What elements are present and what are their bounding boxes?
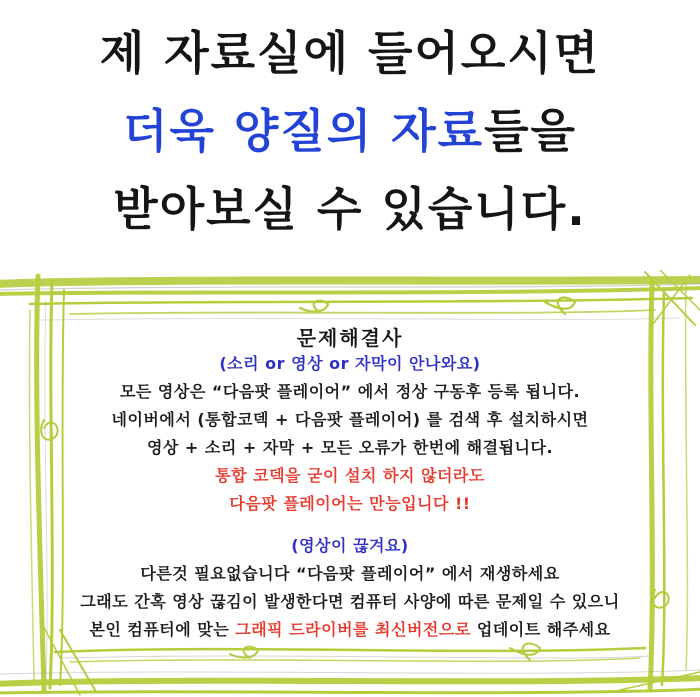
headline-line3: 받아보실 수 있습니다.	[113, 182, 587, 236]
headline-line2-blue-text: 더욱 양질의 자료	[123, 104, 485, 158]
section1-line: 영상 + 소리 + 자막 + 모든 오류가 한번에 해결됩니다.	[146, 438, 554, 457]
section2-last-line	[70, 616, 630, 644]
last-line-suffix: 업데이트 해주세요	[470, 620, 611, 639]
headline-line2	[0, 92, 700, 170]
section1-warning-line: 다음팟 플레이어는 만능입니다 !!	[229, 494, 471, 513]
section1-heading: (소리 or 영상 or 자막이 안나와요)	[219, 354, 481, 373]
troubleshooter-content	[70, 326, 630, 644]
promo-headline	[0, 0, 700, 248]
section1-line: 모든 영상은 “다음팟 플레이어” 에서 정상 구동후 등록 됩니다.	[119, 382, 581, 401]
section2-line: 다른것 필요없습니다 “다음팟 플레이어” 에서 재생하세요	[140, 564, 560, 583]
section2-line: 그래도 간혹 영상 끊김이 발생한다면 컴퓨터 사양에 따른 문제일 수 있으니	[80, 592, 620, 611]
troubleshooter-title: 문제해결사	[296, 326, 404, 350]
troubleshooter-box	[0, 270, 700, 697]
section2-heading: (영상이 끊겨요)	[291, 536, 409, 555]
section1-line: 네이버에서 (통합코덱 + 다음팟 플레이어) 를 검색 후 설치하시면	[111, 410, 589, 429]
headline-line2-black-text: 들을	[484, 104, 577, 158]
last-line-highlight: 그래픽 드라이버를 최신버전으로	[235, 620, 471, 639]
last-line-prefix: 본인 컴퓨터에 맞는	[89, 620, 236, 639]
section1-warning-line: 통합 코덱을 굳이 설치 하지 않더라도	[215, 466, 485, 485]
headline-line1: 제 자료실에 들어오시면	[99, 26, 601, 80]
